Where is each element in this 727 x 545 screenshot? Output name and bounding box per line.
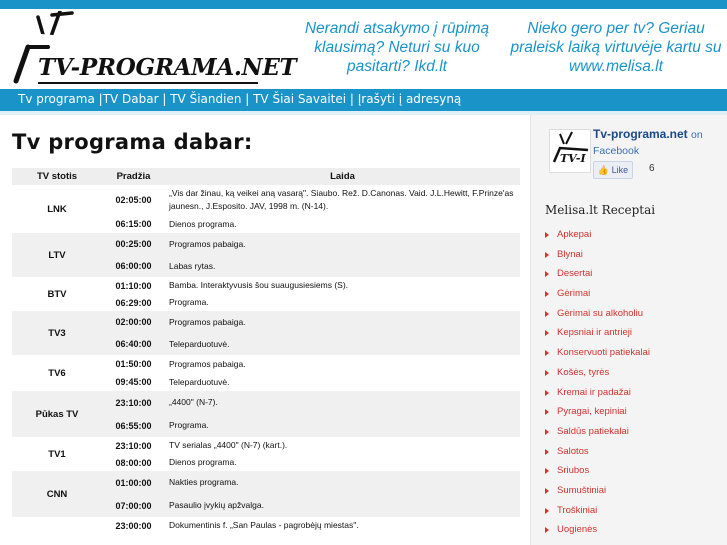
start-time: 02:05:00: [102, 185, 165, 215]
list-item[interactable]: [545, 481, 650, 501]
table-row: [12, 391, 520, 414]
start-time: 07:00:00: [102, 494, 165, 517]
category-link[interactable]: Apkepai: [557, 229, 592, 240]
list-item[interactable]: [545, 225, 650, 245]
recipe-category-list: [545, 225, 650, 540]
start-time: 06:15:00: [102, 215, 165, 233]
category-link[interactable]: Saldūs patiekalai: [557, 425, 629, 437]
list-item[interactable]: [545, 442, 650, 462]
start-time: 23:10:00: [102, 391, 165, 414]
sidebar: [530, 115, 727, 545]
nav-item-tv-siandien[interactable]: TV Šiandien: [170, 92, 242, 106]
column-header-start: Pradžia: [102, 168, 165, 185]
list-item[interactable]: [545, 245, 650, 265]
category-link[interactable]: Salotos: [557, 445, 589, 457]
show-title: Programa.: [165, 414, 520, 437]
show-title: TV serialas „4400" (N-7) (kart.).: [165, 437, 520, 454]
station-name[interactable]: Pūkas TV: [12, 391, 102, 437]
start-time: 01:00:00: [102, 471, 165, 494]
page-avatar[interactable]: [549, 129, 591, 173]
category-link[interactable]: Gėrimai su alkoholiu: [557, 307, 644, 319]
category-link[interactable]: Košės, tyrės: [557, 366, 610, 378]
ad-text-melisa[interactable]: Nieko gero per tv? Geriau praleisk laiką virtuvėje kartu su www.melisa.lt: [510, 20, 722, 75]
list-item[interactable]: [545, 264, 650, 284]
bullet-arrow-icon: [545, 508, 549, 514]
column-header-show: Laida: [165, 168, 520, 185]
recipes-heading: Melisa.lt Receptai: [545, 203, 656, 217]
bullet-arrow-icon: [545, 232, 549, 238]
show-title: Teleparduotuvė.: [165, 333, 520, 355]
main-content: [0, 115, 530, 545]
start-time: 06:00:00: [102, 255, 165, 277]
table-row: [12, 185, 520, 215]
bullet-arrow-icon: [545, 449, 549, 455]
nav-item-tv-dabar[interactable]: TV Dabar: [102, 92, 159, 106]
show-title: Pasaulio įvykių apžvalga.: [165, 494, 520, 517]
list-item[interactable]: [545, 383, 650, 403]
table-row: [12, 233, 520, 255]
category-link[interactable]: Gėrimai: [557, 288, 591, 300]
list-item[interactable]: [545, 363, 650, 383]
show-title: Nakties programa.: [165, 471, 520, 494]
column-header-station: TV stotis: [12, 168, 102, 185]
nav-links: [18, 92, 461, 106]
show-title: Programos pabaiga.: [165, 311, 520, 333]
start-time: 08:00:00: [102, 454, 165, 471]
table-row: [12, 471, 520, 494]
category-link[interactable]: Troškiniai: [557, 504, 598, 516]
start-time: 06:55:00: [102, 414, 165, 437]
list-item[interactable]: [545, 501, 650, 521]
start-time: 01:50:00: [102, 355, 165, 373]
category-link[interactable]: Kepsniai ir antrieji: [557, 327, 632, 339]
category-link[interactable]: Konservuoti patiekalai: [557, 347, 650, 359]
station-name[interactable]: TV6: [12, 355, 102, 391]
facebook-like-box: [545, 125, 725, 180]
start-time: 01:10:00: [102, 277, 165, 294]
nav-separator: |: [94, 92, 103, 106]
show-title: Dokumentinis f. „San Paulas - pagrobėjų miestas".: [165, 517, 520, 534]
show-title: Dienos programa.: [165, 215, 520, 233]
nav-separator: |: [346, 92, 358, 106]
category-link[interactable]: Sriubos: [557, 465, 590, 477]
start-time: 06:29:00: [102, 294, 165, 311]
category-link[interactable]: Sumuštiniai: [557, 484, 607, 496]
list-item[interactable]: [545, 343, 650, 363]
list-item[interactable]: [545, 284, 650, 304]
nav-separator: |: [241, 92, 254, 106]
station-name[interactable]: BTV: [12, 277, 102, 311]
list-item[interactable]: [545, 304, 650, 324]
bullet-arrow-icon: [545, 429, 549, 435]
station-name[interactable]: TV1: [12, 437, 102, 471]
list-item[interactable]: [545, 323, 650, 343]
nav-item-tv-siai-savaitei[interactable]: TV Šiai Savaitei: [253, 92, 347, 106]
bullet-arrow-icon: [545, 350, 549, 356]
show-title: „Vis dar žinau, ką veikei aną vasarą". Siaubo. Rež. D.Canonas. Vaid. J.L.Hewitt, F.Prinze'as jaunesn., J.Esposito. JAV, 1998 m. (N-14).: [165, 185, 520, 215]
start-time: 09:45:00: [102, 373, 165, 391]
table-row: [12, 311, 520, 333]
page-title: Tv programa dabar:: [12, 130, 253, 154]
show-title: Teleparduotuvė.: [165, 373, 520, 391]
like-count: 6: [649, 163, 655, 174]
fb-page-title[interactable]: Tv-programa.net: [593, 127, 688, 141]
show-title: Programos pabaiga.: [165, 355, 520, 373]
start-time: 23:10:00: [102, 437, 165, 454]
bullet-arrow-icon: [545, 330, 549, 336]
table-row: [12, 277, 520, 294]
table-row: [12, 355, 520, 373]
bullet-arrow-icon: [545, 271, 549, 277]
nav-separator: |: [158, 92, 171, 106]
bullet-arrow-icon: [545, 291, 549, 297]
ad-text-ikd[interactable]: Nerandi atsakymo į rūpimą klausimą? Neturi su kuo pasitarti? Ikd.lt: [304, 20, 490, 75]
show-title: Labas rytas.: [165, 255, 520, 277]
bullet-arrow-icon: [545, 252, 549, 258]
list-item[interactable]: [545, 520, 650, 540]
site-logo[interactable]: [8, 11, 297, 87]
start-time: 02:00:00: [102, 311, 165, 333]
show-title: Bamba. Interaktyvusis šou suaugusiesiems (S).: [165, 277, 520, 294]
bullet-arrow-icon: [545, 409, 549, 415]
list-item[interactable]: [545, 402, 650, 422]
bullet-arrow-icon: [545, 488, 549, 494]
show-title: „4400" (N-7).: [165, 391, 520, 414]
nav-item-tv-programa[interactable]: Tv programa: [18, 92, 95, 106]
start-time: 06:40:00: [102, 333, 165, 355]
show-title: Programos pabaiga.: [165, 233, 520, 255]
like-button[interactable]: [593, 161, 633, 179]
station-name[interactable]: TV3: [12, 311, 102, 355]
category-link[interactable]: Desertai: [557, 268, 593, 280]
show-title: Programa.: [165, 294, 520, 311]
svg-text:TV-I: TV-I: [560, 152, 586, 165]
category-link[interactable]: Kremai ir padažai: [557, 386, 631, 398]
start-time: 23:00:00: [102, 517, 165, 534]
site-header: [0, 9, 727, 89]
bullet-arrow-icon: [545, 527, 549, 533]
bullet-arrow-icon: [545, 390, 549, 396]
start-time: 00:25:00: [102, 233, 165, 255]
category-link[interactable]: Uogienės: [557, 524, 598, 536]
station-name[interactable]: LNK: [12, 185, 102, 233]
list-item[interactable]: [545, 461, 650, 481]
like-label: Like: [611, 165, 629, 175]
thumbs-up-icon: 👍: [597, 165, 610, 175]
logo-text: TV-PROGRAMA.NET: [38, 54, 297, 81]
program-table: [12, 168, 520, 534]
top-stripe: [0, 0, 727, 9]
fb-suffix: on Facebook: [593, 129, 703, 157]
bullet-arrow-icon: [545, 311, 549, 317]
bullet-arrow-icon: [545, 370, 549, 376]
bullet-arrow-icon: [545, 468, 549, 474]
table-row: [12, 437, 520, 454]
facebook-page-name[interactable]: [593, 127, 725, 159]
nav-item-bookmark[interactable]: Įrašyti į adresyną: [357, 92, 462, 106]
table-row: [12, 517, 520, 534]
station-name[interactable]: [12, 517, 102, 534]
category-link[interactable]: Blynai: [557, 248, 583, 260]
station-name[interactable]: LTV: [12, 233, 102, 277]
tv-logo-icon: [550, 130, 590, 172]
list-item[interactable]: [545, 422, 650, 442]
show-title: Dienos programa.: [165, 454, 520, 471]
category-link[interactable]: Pyragai, kepiniai: [557, 406, 627, 418]
table-header-row: [12, 168, 520, 185]
station-name[interactable]: CNN: [12, 471, 102, 517]
main-nav: [0, 89, 727, 111]
